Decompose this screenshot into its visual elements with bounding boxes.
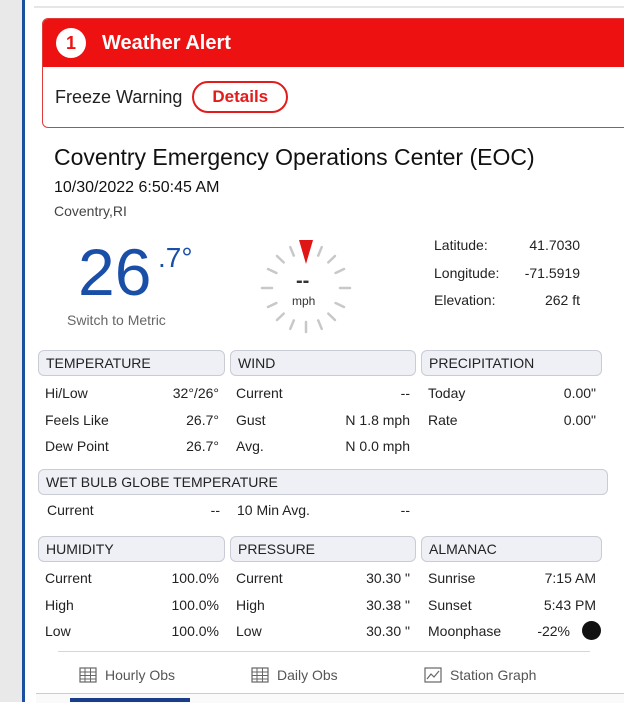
pressure-current-label: Current bbox=[236, 570, 283, 586]
almanac-sunset-value: 5:43 PM bbox=[543, 597, 596, 613]
humidity-header: HUMIDITY bbox=[38, 536, 225, 562]
details-button[interactable]: Details bbox=[192, 81, 288, 113]
alert-header bbox=[43, 19, 624, 67]
station-graph-link[interactable] bbox=[424, 667, 536, 683]
precip-rate-value: 0.00" bbox=[563, 412, 596, 428]
hourly-obs-link[interactable] bbox=[79, 667, 175, 683]
wind-speed-value: -- bbox=[296, 270, 310, 292]
humidity-current-value: 100.0% bbox=[171, 570, 219, 586]
humidity-low-value: 100.0% bbox=[171, 623, 219, 639]
almanac-moonphase-value: -22% bbox=[537, 623, 570, 639]
alert-text: Freeze Warning bbox=[55, 86, 183, 107]
wind-header: WIND bbox=[230, 350, 416, 376]
wind-avg-label: Avg. bbox=[236, 438, 264, 454]
wind-gust-label: Gust bbox=[236, 412, 266, 428]
precip-today-value: 0.00" bbox=[563, 385, 596, 401]
current-temperature-decimal: .7° bbox=[158, 242, 193, 273]
left-gutter bbox=[0, 0, 22, 702]
humidity-high-label: High bbox=[45, 597, 74, 613]
humidity-current-label: Current bbox=[45, 570, 92, 586]
pressure-current-value: 30.30 " bbox=[366, 570, 410, 586]
latitude-label: Latitude: bbox=[434, 237, 488, 253]
wbgt-current-label: Current bbox=[47, 502, 94, 518]
pressure-low-value: 30.30 " bbox=[366, 623, 410, 639]
wind-speed-unit: mph bbox=[292, 294, 316, 308]
almanac-header: ALMANAC bbox=[421, 536, 602, 562]
longitude-value: -71.5919 bbox=[524, 265, 580, 281]
hourly-obs-label: Hourly Obs bbox=[105, 667, 176, 683]
almanac-sunrise-label: Sunrise bbox=[428, 570, 476, 586]
wbgt-header: WET BULB GLOBE TEMPERATURE bbox=[38, 469, 608, 495]
temp-feels-like-label: Feels Like bbox=[45, 412, 109, 428]
station-graph-label: Station Graph bbox=[450, 667, 537, 683]
almanac-moonphase-label: Moonphase bbox=[428, 623, 502, 639]
pressure-high-value: 30.38 " bbox=[366, 597, 410, 613]
table-icon bbox=[251, 667, 269, 683]
longitude-label: Longitude: bbox=[434, 265, 500, 281]
wbgt-current-value: -- bbox=[210, 502, 220, 518]
temp-hilow-label: Hi/Low bbox=[45, 385, 88, 401]
wind-direction-pointer-icon bbox=[299, 240, 313, 264]
left-accent-rule bbox=[22, 0, 25, 702]
current-temperature: 26 bbox=[78, 235, 152, 309]
elevation-label: Elevation: bbox=[434, 292, 496, 308]
daily-obs-label: Daily Obs bbox=[277, 667, 338, 683]
almanac-sunrise-value: 7:15 AM bbox=[544, 570, 596, 586]
temp-feels-like-value: 26.7° bbox=[186, 412, 219, 428]
switch-to-metric-link[interactable]: Switch to Metric bbox=[67, 312, 166, 328]
latitude-value: 41.7030 bbox=[529, 237, 580, 253]
alert-body bbox=[43, 67, 624, 127]
wbgt-avg-value: -- bbox=[400, 502, 410, 518]
graph-icon bbox=[424, 667, 442, 683]
wbgt-avg-label: 10 Min Avg. bbox=[237, 502, 310, 518]
wind-current-label: Current bbox=[236, 385, 283, 401]
bottom-tab-indicator bbox=[70, 698, 190, 702]
temperature-header: TEMPERATURE bbox=[38, 350, 225, 376]
temp-dew-point-value: 26.7° bbox=[186, 438, 219, 454]
daily-obs-link[interactable] bbox=[251, 667, 338, 683]
station-location: Coventry,RI bbox=[54, 203, 127, 219]
wind-gust-value: N 1.8 mph bbox=[345, 412, 410, 428]
alert-title: Weather Alert bbox=[102, 31, 231, 54]
almanac-sunset-label: Sunset bbox=[428, 597, 472, 613]
station-name: Coventry Emergency Operations Center (EOC) bbox=[54, 144, 535, 170]
moon-phase-icon bbox=[582, 621, 601, 640]
pressure-low-label: Low bbox=[236, 623, 262, 639]
humidity-high-value: 100.0% bbox=[171, 597, 219, 613]
humidity-low-label: Low bbox=[45, 623, 71, 639]
temp-hilow-value: 32°/26° bbox=[172, 385, 219, 401]
temp-dew-point-label: Dew Point bbox=[45, 438, 109, 454]
alert-count-badge: 1 bbox=[56, 28, 86, 58]
wind-current-value: -- bbox=[400, 385, 410, 401]
pressure-high-label: High bbox=[236, 597, 265, 613]
precip-today-label: Today bbox=[428, 385, 466, 401]
table-icon bbox=[79, 667, 97, 683]
top-edge bbox=[34, 6, 624, 8]
pressure-header: PRESSURE bbox=[230, 536, 416, 562]
precip-rate-label: Rate bbox=[428, 412, 458, 428]
station-datetime: 10/30/2022 6:50:45 AM bbox=[54, 179, 220, 196]
elevation-value: 262 ft bbox=[544, 292, 580, 308]
footer-divider bbox=[58, 651, 590, 652]
precipitation-header: PRECIPITATION bbox=[421, 350, 602, 376]
wind-avg-value: N 0.0 mph bbox=[345, 438, 410, 454]
weather-alert-card bbox=[42, 18, 624, 128]
